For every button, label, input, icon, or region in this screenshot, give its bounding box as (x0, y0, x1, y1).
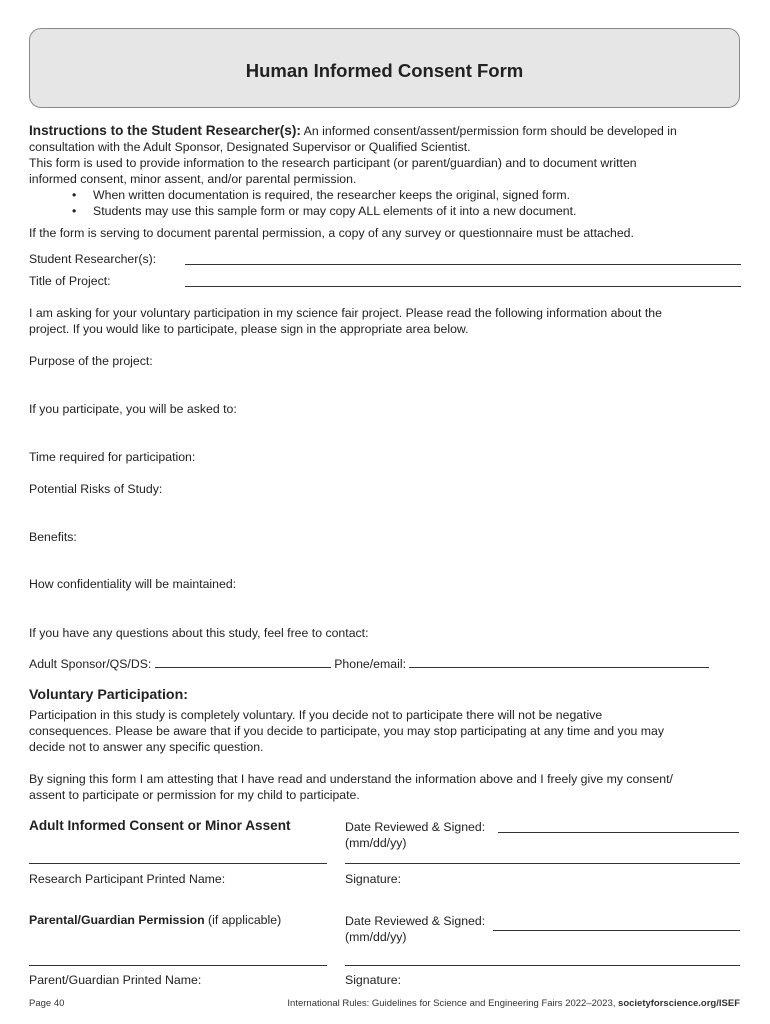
questions-label: If you have any questions about this study, feel free to contact: (29, 626, 369, 640)
phone-email-label: Phone/email: (334, 657, 406, 671)
participant-signature-field[interactable] (345, 863, 740, 864)
intro-line-2: project. If you would like to participate, please sign in the appropriate area below. (29, 322, 469, 336)
participant-name-field[interactable] (29, 863, 327, 864)
form-title: Human Informed Consent Form (245, 60, 524, 81)
instructions-text-3: This form is used to provide information to the research participant (or parent/guardian) and to document written (29, 156, 637, 170)
bullet-dot-2: • (72, 204, 77, 218)
attest-line-2: assent to participate or permission for my child to participate. (29, 788, 360, 802)
consent-heading: Adult Informed Consent or Minor Assent (29, 818, 291, 833)
attest-line-1: By signing this form I am attesting that I have read and understand the information above and I freely give my consent/ (29, 772, 673, 786)
title-banner (29, 28, 740, 108)
consent-date-field[interactable] (498, 832, 739, 833)
instructions-text-4: informed consent, minor assent, and/or parental permission. (29, 172, 357, 186)
footer-site: societyforscience.org/ISEF (618, 998, 740, 1009)
parental-heading (29, 913, 281, 927)
instructions-text-2: consultation with the Adult Sponsor, Designated Supervisor or Qualified Scientist. (29, 140, 471, 154)
project-title-field[interactable] (185, 286, 741, 287)
voluntary-heading: Voluntary Participation: (29, 687, 188, 703)
voluntary-line-3: decide not to answer any specific question. (29, 740, 264, 754)
footer-citation (287, 998, 740, 1009)
parental-heading-bold: Parental/Guardian Permission (29, 913, 205, 927)
confidentiality-label: How confidentiality will be maintained: (29, 577, 237, 591)
purpose-label: Purpose of the project: (29, 354, 153, 368)
instructions-bullet-2: Students may use this sample form or may copy ALL elements of it into a new document. (93, 204, 577, 218)
bullet-dot-1: • (72, 188, 77, 202)
footer-rules: International Rules: Guidelines for Science and Engineering Fairs 2022–2023, (287, 998, 619, 1009)
parental-date-format: (mm/dd/yy) (345, 930, 407, 944)
intro-line-1: I am asking for your voluntary participation in my science fair project. Please read the following information about the (29, 306, 662, 320)
risks-label: Potential Risks of Study: (29, 482, 163, 496)
sponsor-field[interactable] (155, 667, 331, 668)
instructions-heading: Instructions to the Student Researcher(s): (29, 123, 301, 138)
benefits-label: Benefits: (29, 530, 77, 544)
time-required-label: Time required for participation: (29, 450, 196, 464)
phone-email-field[interactable] (409, 667, 709, 668)
guardian-signature-label: Signature: (345, 973, 402, 987)
instructions-text-1: An informed consent/assent/permission form should be developed in (300, 124, 677, 138)
sponsor-label: Adult Sponsor/QS/DS: (29, 657, 152, 671)
guardian-signature-field[interactable] (345, 965, 740, 966)
instructions-bullet-1: When written documentation is required, the researcher keeps the original, signed form. (93, 188, 571, 202)
contact-line (29, 657, 709, 671)
parental-heading-rest: (if applicable) (204, 913, 282, 927)
asked-to-label: If you participate, you will be asked to: (29, 402, 237, 416)
student-researchers-field[interactable] (185, 264, 741, 265)
consent-date-format: (mm/dd/yy) (345, 836, 407, 850)
project-title-label: Title of Project: (29, 274, 111, 288)
guardian-name-label: Parent/Guardian Printed Name: (29, 973, 202, 987)
consent-date-label: Date Reviewed & Signed: (345, 820, 486, 834)
instructions-line-1 (29, 123, 677, 138)
participant-signature-label: Signature: (345, 872, 402, 886)
instructions-note: If the form is serving to document parental permission, a copy of any survey or questionnaire must be attached. (29, 226, 634, 240)
parental-date-label: Date Reviewed & Signed: (345, 914, 486, 928)
voluntary-line-2: consequences. Please be aware that if you decide to participate, you may stop participating at any time and you may (29, 724, 665, 738)
page-number: Page 40 (29, 998, 65, 1009)
participant-name-label: Research Participant Printed Name: (29, 872, 226, 886)
parental-date-field[interactable] (493, 930, 740, 931)
guardian-name-field[interactable] (29, 965, 327, 966)
student-researchers-label: Student Researcher(s): (29, 252, 157, 266)
voluntary-line-1: Participation in this study is completely voluntary. If you decide not to participate there will not be negative (29, 708, 603, 722)
